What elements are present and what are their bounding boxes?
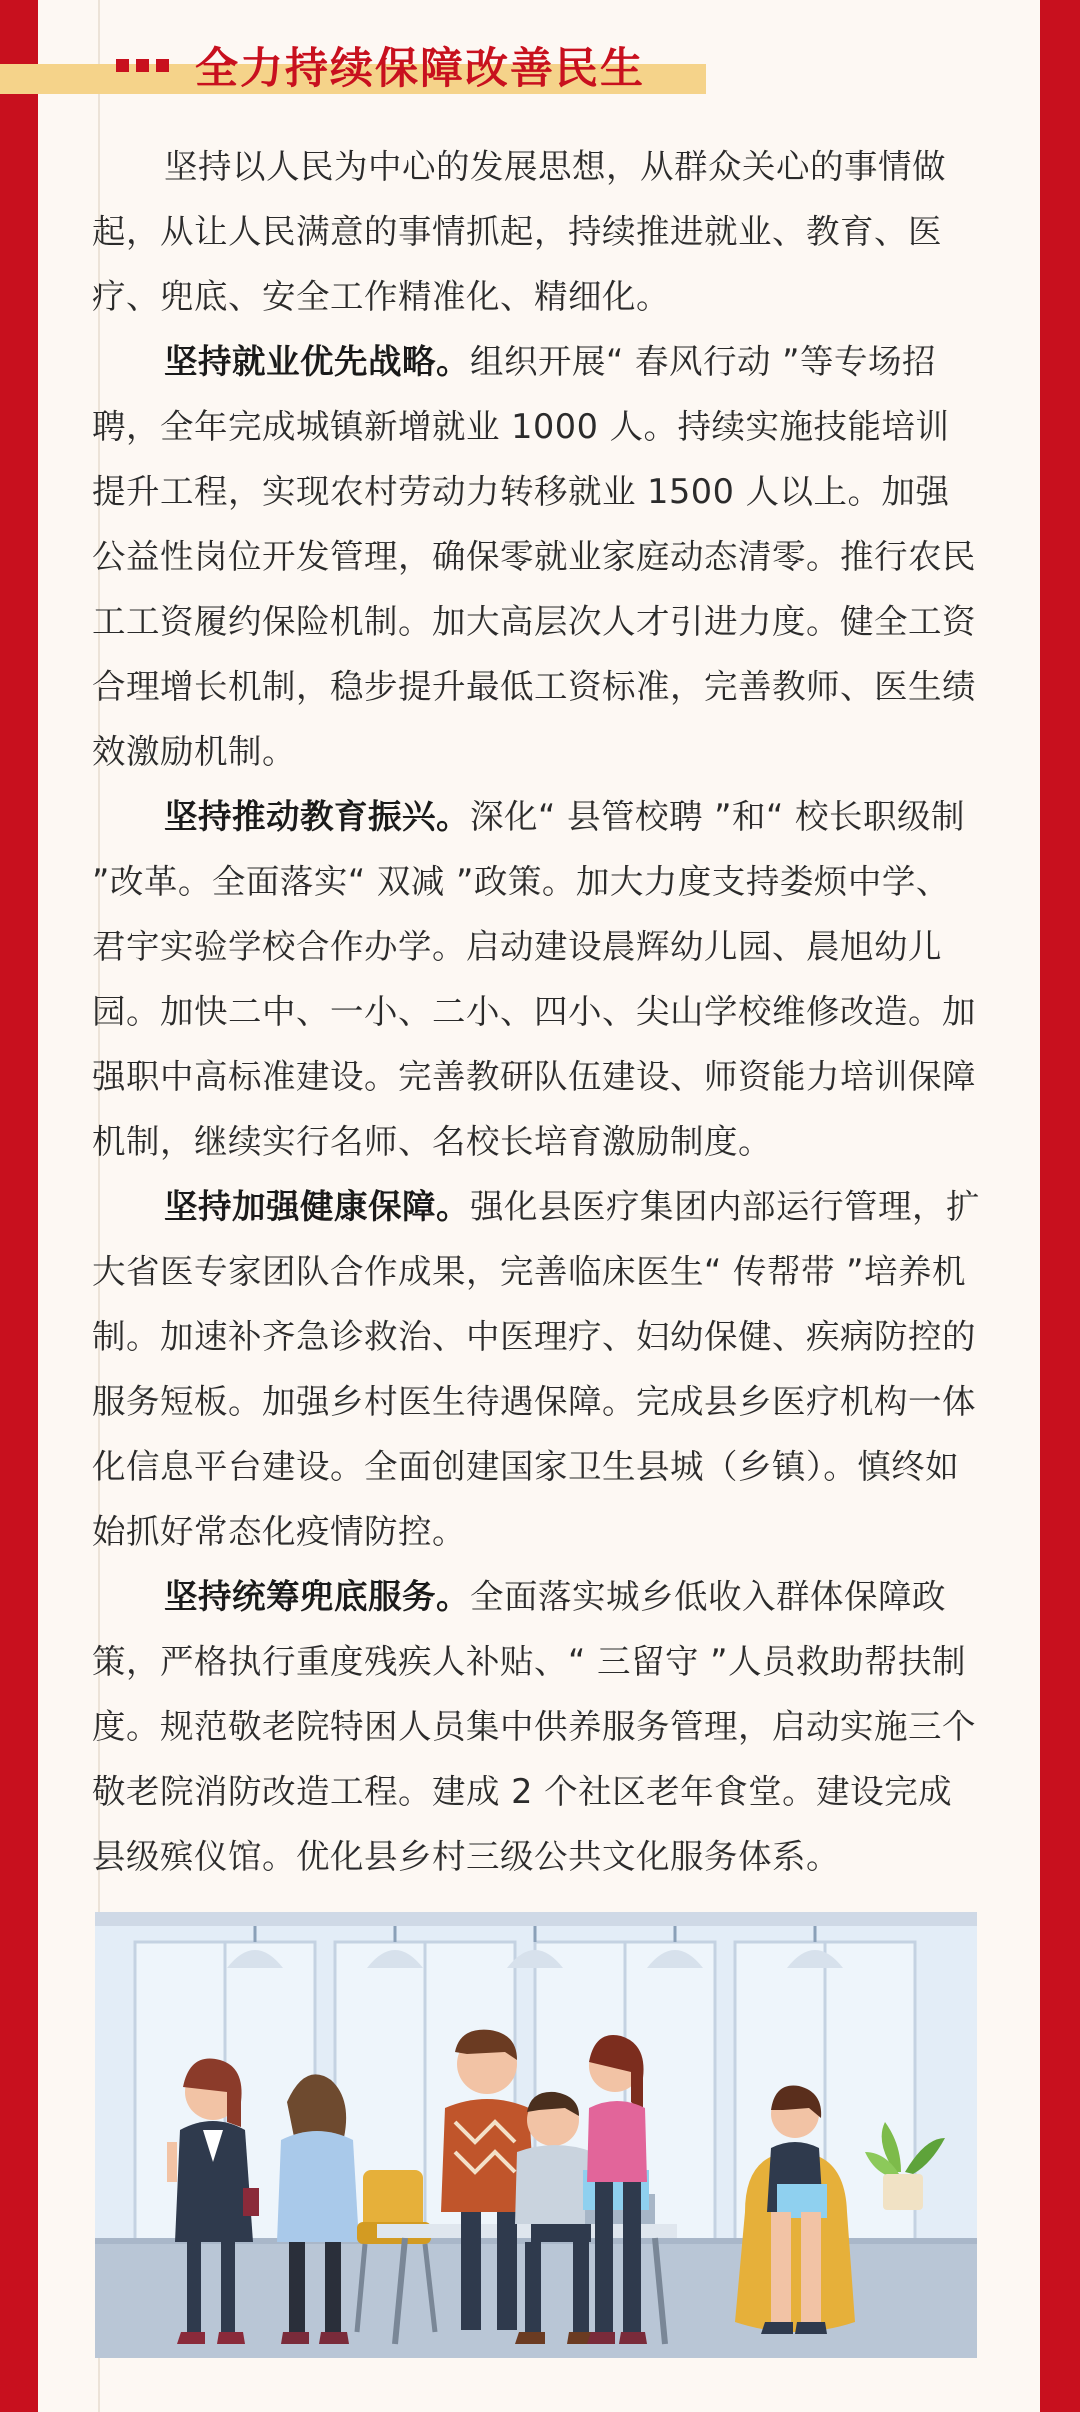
paragraph-text: 坚持以人民为中心的发展思想，从群众关心的事情做起，从让人民满意的事情抓起，持续推进就业、教育、医疗、兜底、安全工作精准化、精细化。: [92, 147, 946, 316]
paragraph-lead: 坚持加强健康保障。: [164, 1187, 470, 1226]
left-red-border: [0, 0, 38, 2412]
title-dots-icon: [116, 59, 169, 72]
section-header: [116, 30, 645, 100]
paragraph-text: 全面落实城乡低收入群体保障政策，严格执行重度残疾人补贴、“ 三留守 ”人员救助帮扶制度。规范敬老院特困人员集中供养服务管理，启动实施三个敬老院消防改造工程。建成 2 个社区老年食堂。建设完成县级殡仪馆。优化县乡村三级公共文化服务体系。: [92, 1577, 976, 1876]
paragraph-intro: [92, 134, 982, 329]
office-team-illustration: [95, 1912, 977, 2358]
paragraph-lead: 坚持就业优先战略。: [164, 342, 470, 381]
paragraph-employment: [92, 329, 982, 784]
article-body: [92, 134, 982, 1889]
paragraph-health: [92, 1174, 982, 1564]
paragraph-lead: 坚持推动教育振兴。: [164, 797, 470, 836]
section-title: 全力持续保障改善民生: [195, 43, 645, 94]
paragraph-text: 组织开展“ 春风行动 ”等专场招聘，全年完成城镇新增就业 1000 人。持续实施技能培训提升工程，实现农村劳动力转移就业 1500 人以上。加强公益性岗位开发管理，确保零就业家庭动态清零。推行农民工工资履约保险机制。加大高层次人才引进力度。健全工资合理增长机制，稳步提升最低工资标准，完善教师、医生绩效激励机制。: [92, 342, 976, 771]
paragraph-text: 强化县医疗集团内部运行管理，扩大省医专家团队合作成果，完善临床医生“ 传帮带 ”培养机制。加速补齐急诊救治、中医理疗、妇幼保健、疾病防控的服务短板。加强乡村医生待遇保障。完成县乡医疗机构一体化信息平台建设。全面创建国家卫生县城（乡镇）。慎终如始抓好常态化疫情防控。: [92, 1187, 980, 1551]
paragraph-education: [92, 784, 982, 1174]
paragraph-text: 深化“ 县管校聘 ”和“ 校长职级制 ”改革。全面落实“ 双减 ”政策。加大力度支持娄烦中学、君宇实验学校合作办学。启动建设晨辉幼儿园、晨旭幼儿园。加快二中、一小、二小、四小、尖山学校维修改造。加强职中高标准建设。完善教研队伍建设、师资能力培训保障机制，继续实行名师、名校长培育激励制度。: [92, 797, 976, 1161]
paragraph-lead: 坚持统筹兜底服务。: [164, 1577, 470, 1616]
right-red-border: [1040, 0, 1080, 2412]
paragraph-welfare: [92, 1564, 982, 1889]
